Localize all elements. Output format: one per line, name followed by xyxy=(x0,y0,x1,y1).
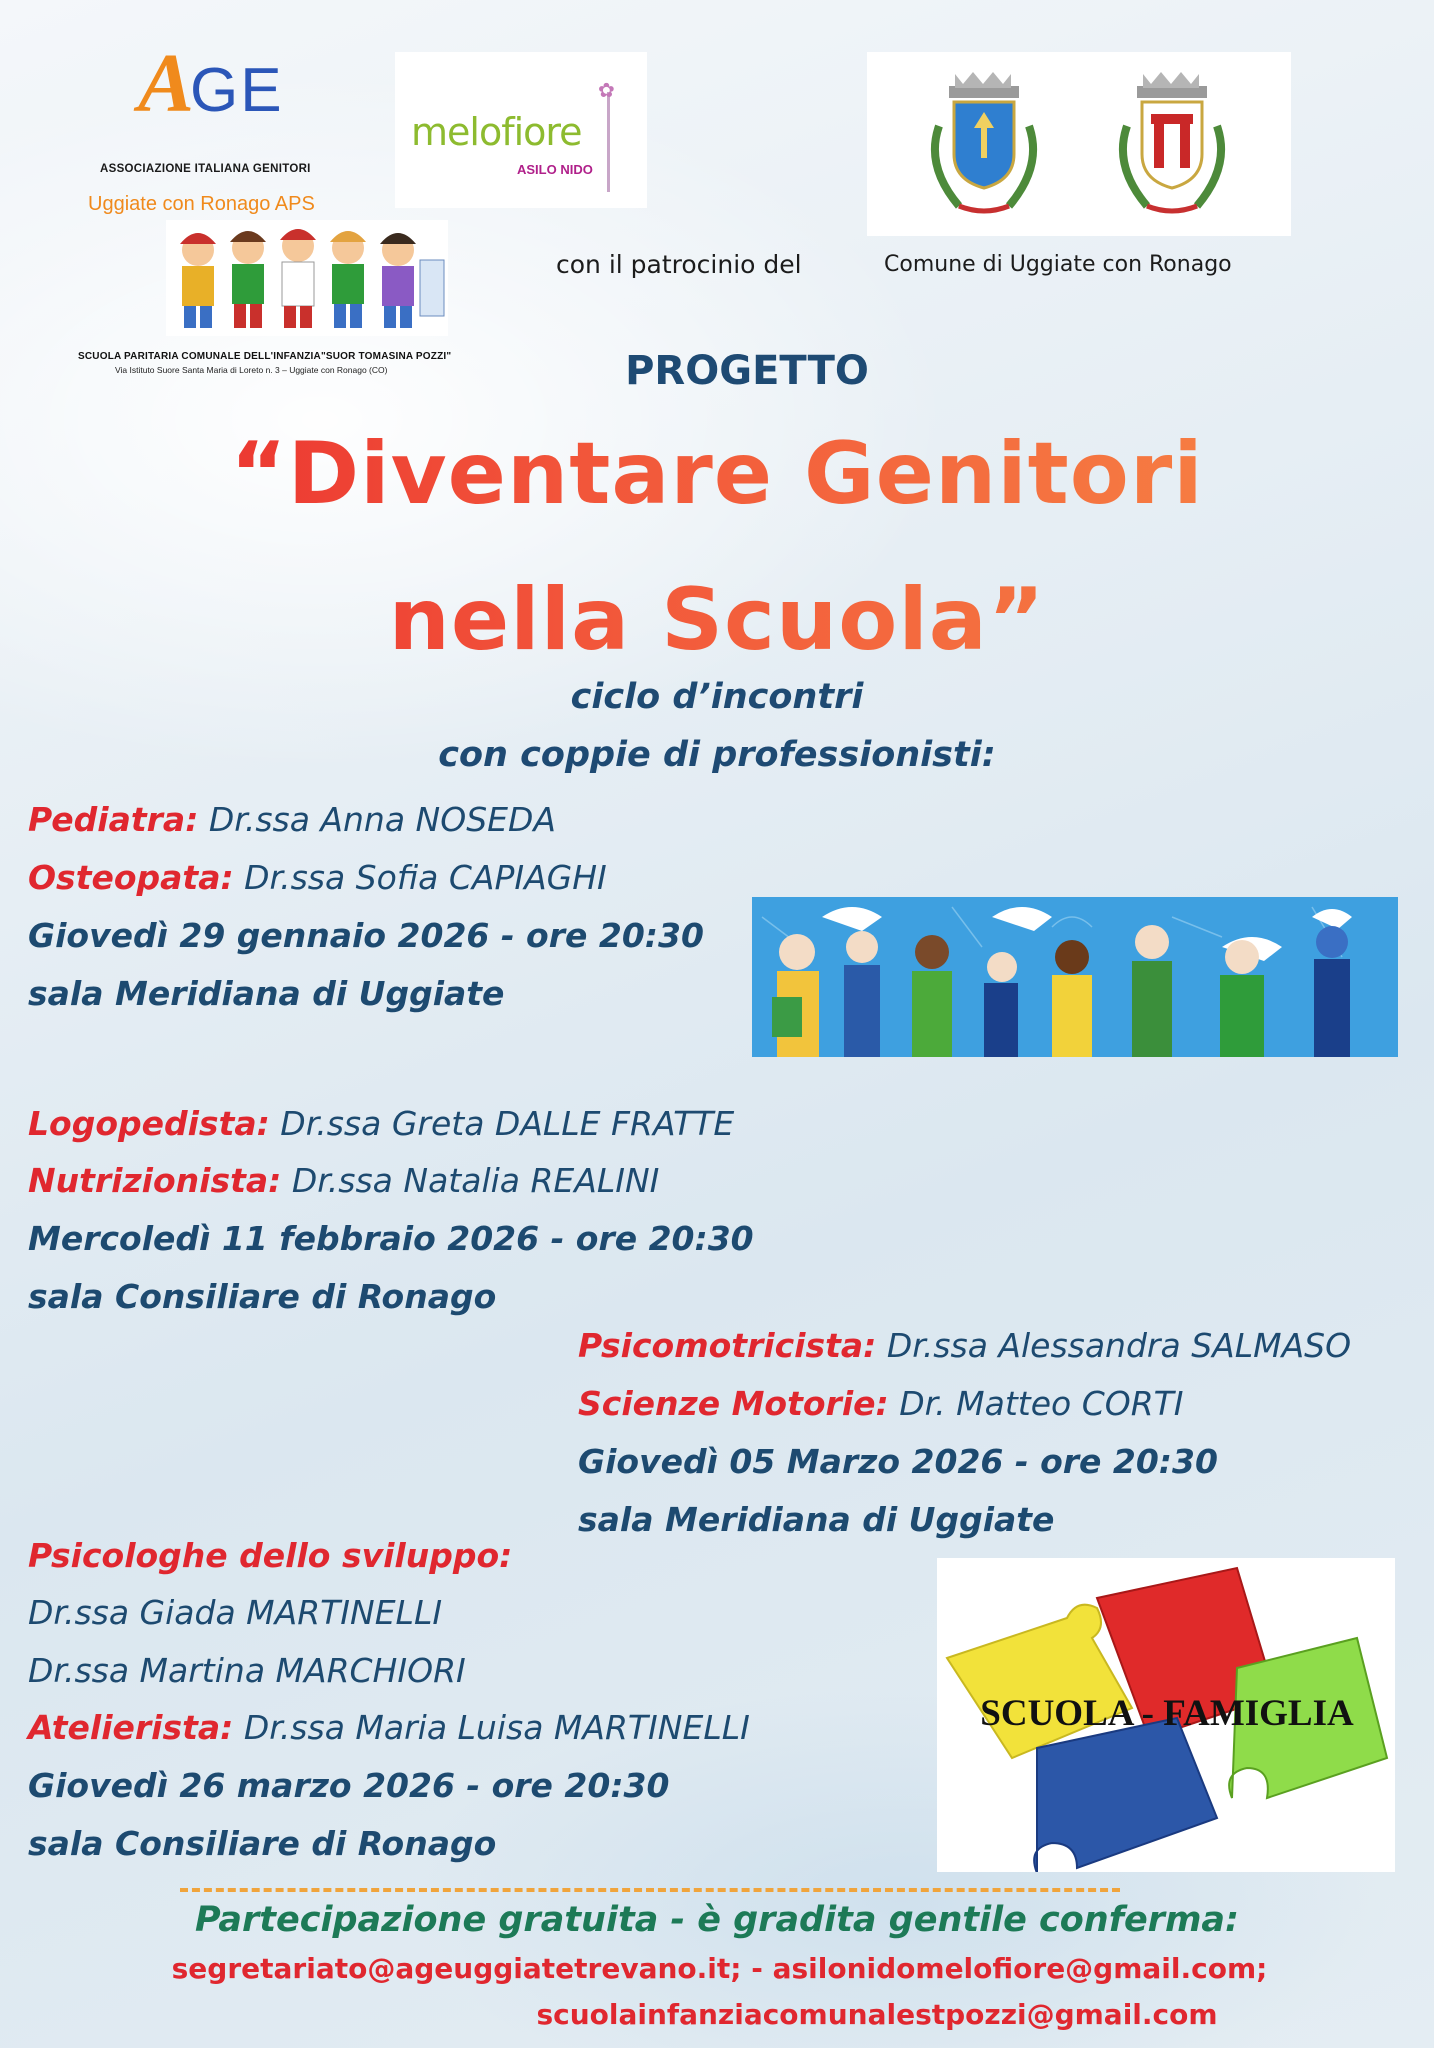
school-name: SCUOLA PARITARIA COMUNALE DELL'INFANZIA"SUOR TOMASINA POZZI" xyxy=(78,351,452,362)
session-4-date: Giovedì 26 marzo 2026 - ore 20:30 xyxy=(28,1766,670,1805)
session-1-date: Giovedì 29 gennaio 2026 - ore 20:30 xyxy=(28,916,704,955)
age-association-text: ASSOCIAZIONE ITALIANA GENITORI xyxy=(100,163,311,175)
session-3-place: sala Meridiana di Uggiate xyxy=(578,1500,1055,1539)
session-3-date: Giovedì 05 Marzo 2026 - ore 20:30 xyxy=(578,1442,1218,1481)
professional-name: Dr.ssa Alessandra SALMASO xyxy=(876,1326,1352,1365)
melofiore-name: melofiore xyxy=(411,110,582,154)
project-label: PROGETTO xyxy=(625,348,869,394)
subtitle-line-2: con coppie di professionisti: xyxy=(438,735,996,775)
session-2-role-1 xyxy=(28,1104,734,1143)
patronage-label: con il patrocinio del xyxy=(556,250,802,279)
role-label: Psicomotricista: xyxy=(578,1326,877,1365)
role-label: Logopedista: xyxy=(28,1104,270,1143)
crest-ronago-icon xyxy=(1107,66,1237,224)
role-label: Scienze Motorie: xyxy=(578,1384,889,1423)
melofiore-logo xyxy=(395,52,647,208)
melofiore-sub: ASILO NIDO xyxy=(517,162,593,177)
session-4-role-1 xyxy=(28,1708,750,1747)
subtitle-line-1: ciclo d’incontri xyxy=(570,677,864,717)
children-illustration-icon xyxy=(166,220,448,336)
session-4-place: sala Consiliare di Ronago xyxy=(28,1824,497,1863)
session-1-role-1 xyxy=(28,800,556,839)
title-line-1: “Diventare Genitori xyxy=(0,424,1434,524)
school-address: Via Istituto Suore Santa Maria di Loreto n. 3 – Uggiate con Ronago (CO) xyxy=(115,365,388,375)
age-logo-mark: AGE xyxy=(138,37,284,130)
people-illustration-icon xyxy=(752,897,1398,1057)
dashed-divider xyxy=(180,1888,1120,1892)
session-1-role-2 xyxy=(28,858,607,897)
session-1-place: sala Meridiana di Uggiate xyxy=(28,974,505,1013)
flower-icon: ✿ xyxy=(598,80,615,102)
session-2-place: sala Consiliare di Ronago xyxy=(28,1277,497,1316)
professional-name: Dr.ssa Sofia CAPIAGHI xyxy=(233,858,607,897)
contact-emails-line-1: segretariato@ageuggiatetrevano.it; - asilonidomelofiore@gmail.com; xyxy=(171,1952,1268,1985)
role-label: Nutrizionista: xyxy=(28,1161,282,1200)
professional-name: Dr.ssa Maria Luisa MARTINELLI xyxy=(233,1708,750,1747)
age-subtitle-text: Uggiate con Ronago APS xyxy=(88,193,315,215)
session-2-role-2 xyxy=(28,1161,659,1200)
professional-name: Dr.ssa Natalia REALINI xyxy=(281,1161,660,1200)
contact-emails-line-2: scuolainfanziacomunalestpozzi@gmail.com xyxy=(536,1998,1218,2031)
professional-name: Dr.ssa Greta DALLE FRATTE xyxy=(269,1104,735,1143)
role-label: Atelierista: xyxy=(28,1708,234,1747)
puzzle-illustration xyxy=(937,1558,1395,1872)
role-label: Osteopata: xyxy=(28,858,234,897)
session-2-date: Mercoledì 11 febbraio 2026 - ore 20:30 xyxy=(28,1219,754,1258)
comune-name: Comune di Uggiate con Ronago xyxy=(884,252,1232,277)
session-4-name-2: Dr.ssa Martina MARCHIORI xyxy=(28,1651,466,1690)
title-line-2: nella Scuola” xyxy=(0,570,1434,670)
session-4-heading: Psicologhe dello sviluppo: xyxy=(28,1536,513,1575)
comune-crests xyxy=(867,52,1291,236)
professional-name: Dr.ssa Anna NOSEDA xyxy=(198,800,556,839)
session-3-role-1 xyxy=(578,1326,1351,1365)
age-logo xyxy=(78,25,336,215)
role-label: Pediatra: xyxy=(28,800,199,839)
puzzle-label: SCUOLA - FAMIGLIA xyxy=(980,1693,1354,1734)
crest-uggiate-icon xyxy=(919,66,1049,224)
session-4-name-1: Dr.ssa Giada MARTINELLI xyxy=(28,1593,443,1632)
participation-note: Partecipazione gratuita - è gradita gentile conferma: xyxy=(194,1900,1240,1940)
session-3-role-2 xyxy=(578,1384,1184,1423)
professional-name: Dr. Matteo CORTI xyxy=(888,1384,1184,1423)
flower-stem-icon xyxy=(607,92,610,192)
